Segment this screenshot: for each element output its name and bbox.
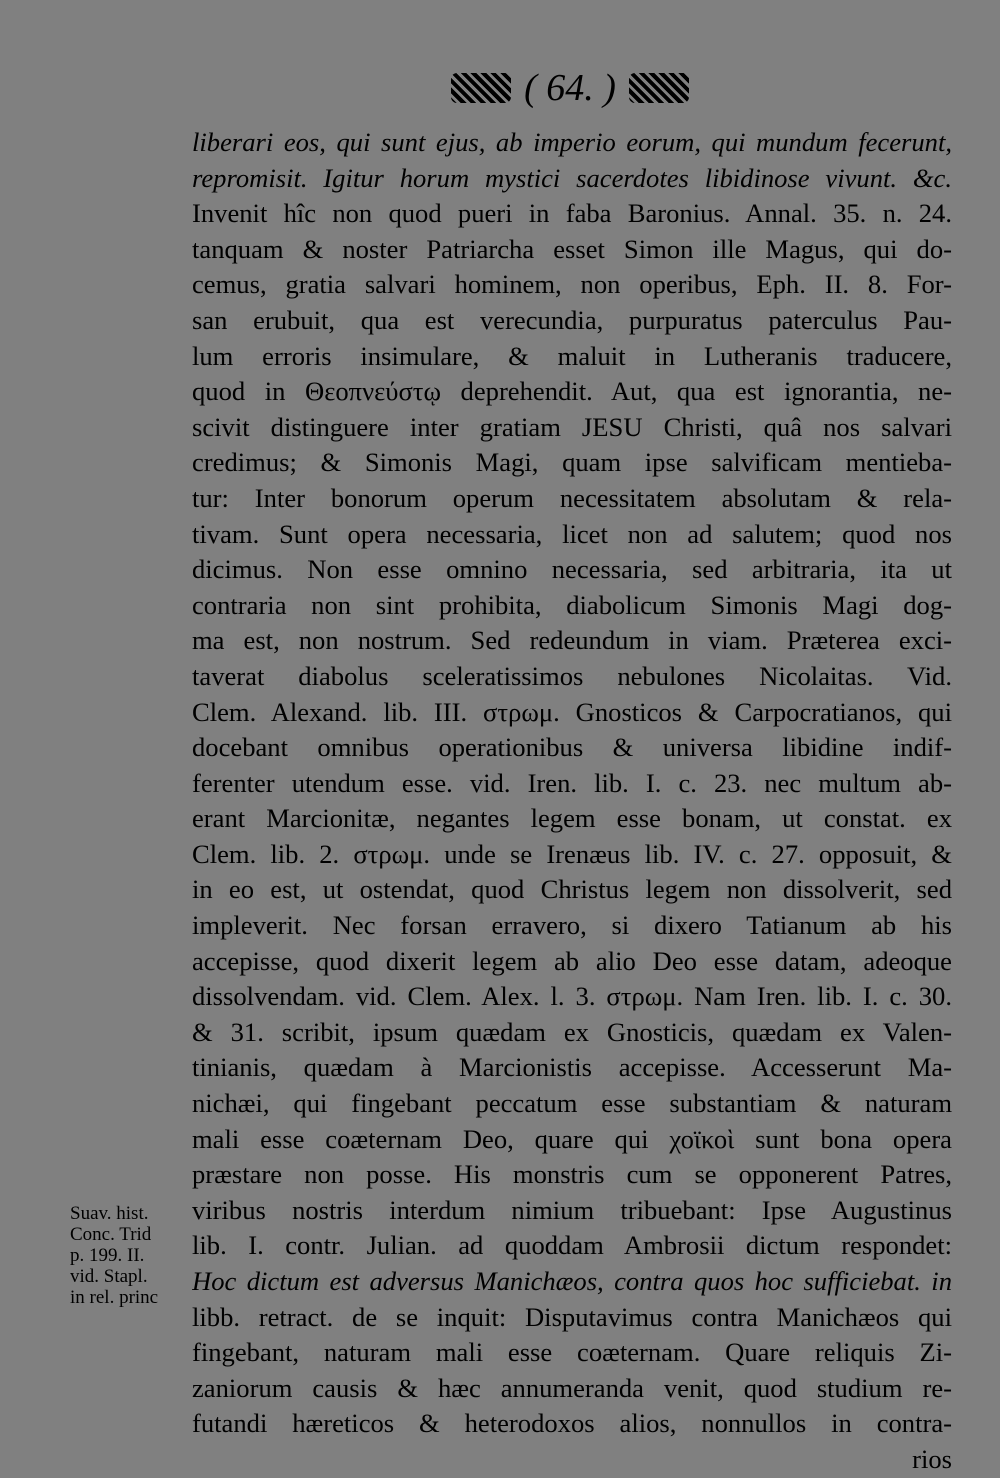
text-line: liberari eos, qui sunt ejus, ab imperio eorum, qui mundum fecerunt, — [192, 127, 952, 157]
text-line: Hoc dictum est adversus Manichæos, contra quos hoc sufficiebat. in — [192, 1266, 952, 1296]
text-line: mali esse coæternam Deo, quare qui χοϊκοὶ sunt bona opera — [192, 1123, 952, 1154]
body-text — [192, 125, 952, 1478]
margin-note-line: in rel. princ — [70, 1287, 159, 1308]
text-line: præstare non posse. His monstris cum se opponerent Patres, — [192, 1159, 952, 1190]
text-line: tivam. Sunt opera necessaria, licet non ad salutem; quod nos — [192, 518, 952, 549]
text-line: erant Marcionitæ, negantes legem esse bonam, ut constat. ex — [192, 803, 952, 834]
text-line: repromisit. Igitur horum mystici sacerdotes libidinose vivunt. &c. — [192, 162, 952, 193]
text-line: cemus, gratia salvari hominem, non operibus, Eph. II. 8. For- — [192, 269, 952, 300]
page-header — [420, 66, 720, 126]
text-line: rios — [912, 1443, 952, 1474]
text-line: taverat diabolus sceleratissimos nebulones Nicolaitas. Vid. — [192, 660, 952, 691]
text-line: Clem. lib. 2. στρωμ. unde se Irenæus lib. IV. c. 27. opposuit, & — [192, 838, 952, 869]
margin-note-line: p. 199. II. — [70, 1245, 145, 1266]
text-line: viribus nostris interdum nimium tribuebant: Ipse Augustinus — [192, 1194, 952, 1225]
ornament-right-icon — [629, 73, 689, 103]
text-line: lum erroris insimulare, & maluit in Lutheranis traducere, — [192, 340, 952, 371]
text-line: accepisse, quod dixerit legem ab alio Deo esse datam, adeoque — [192, 945, 952, 976]
text-line: lib. I. contr. Julian. ad quoddam Ambrosii dictum respondet: — [192, 1230, 952, 1261]
text-line: futandi hæreticos & heterodoxos alios, nonnullos in contra- — [192, 1408, 952, 1439]
margin-note-line: Conc. Trid — [70, 1224, 152, 1245]
text-line: Invenit hîc non quod pueri in faba Baronius. Annal. 35. n. 24. — [192, 198, 952, 229]
ornament-left-icon — [451, 73, 511, 103]
text-line: tanquam & noster Patriarcha esset Simon ille Magus, qui do- — [192, 233, 952, 264]
text-line: contraria non sint prohibita, diabolicum Simonis Magi dog- — [192, 589, 952, 620]
text-line: ma est, non nostrum. Sed redeundum in viam. Præterea exci- — [192, 625, 952, 656]
text-line: impleverit. Nec forsan erravero, si dixero Tatianum ab his — [192, 910, 952, 941]
text-line: zaniorum causis & hæc annumeranda venit, quod studium re- — [192, 1372, 952, 1403]
text-line: tinianis, quædam à Marcionistis accepisse. Accesserunt Ma- — [192, 1052, 952, 1083]
text-line: quod in Θεοπνεύστῳ deprehendit. Aut, qua est ignorantia, ne- — [192, 376, 952, 407]
page-number: ( 64. ) — [524, 67, 616, 109]
text-line: scivit distinguere inter gratiam JESU Christi, quâ nos salvari — [192, 411, 952, 442]
text-line: fingebant, naturam mali esse coæternam. Quare reliquis Zi- — [192, 1337, 952, 1368]
text-line: in eo est, ut ostendat, quod Christus legem non dissolverit, sed — [192, 874, 952, 905]
text-line: nichæi, qui fingebant peccatum esse substantiam & naturam — [192, 1088, 952, 1119]
margin-note — [70, 1203, 185, 1308]
text-line: Clem. Alexand. lib. III. στρωμ. Gnosticos & Carpocratianos, qui — [192, 696, 952, 727]
margin-note-line: vid. Stapl. — [70, 1266, 148, 1287]
text-line: san erubuit, qua est verecundia, purpuratus paterculus Pau- — [192, 304, 952, 335]
text-line: dissolvendam. vid. Clem. Alex. l. 3. στρωμ. Nam Iren. lib. I. c. 30. — [192, 981, 952, 1012]
margin-note-line: Suav. hist. — [70, 1203, 149, 1224]
text-line: tur: Inter bonorum operum necessitatem absolutam & rela- — [192, 482, 952, 513]
text-line: credimus; & Simonis Magi, quam ipse salvificam mentieba- — [192, 447, 952, 478]
text-line: & 31. scribit, ipsum quædam ex Gnosticis, quædam ex Valen- — [192, 1016, 952, 1047]
text-line: libb. retract. de se inquit: Disputavimus contra Manichæos qui — [192, 1301, 952, 1332]
text-line: docebant omnibus operationibus & universa libidine indif- — [192, 732, 952, 763]
text-line: ferenter utendum esse. vid. Iren. lib. I. c. 23. nec multum ab- — [192, 767, 952, 798]
text-line: dicimus. Non esse omnino necessaria, sed arbitraria, ita ut — [192, 554, 952, 585]
